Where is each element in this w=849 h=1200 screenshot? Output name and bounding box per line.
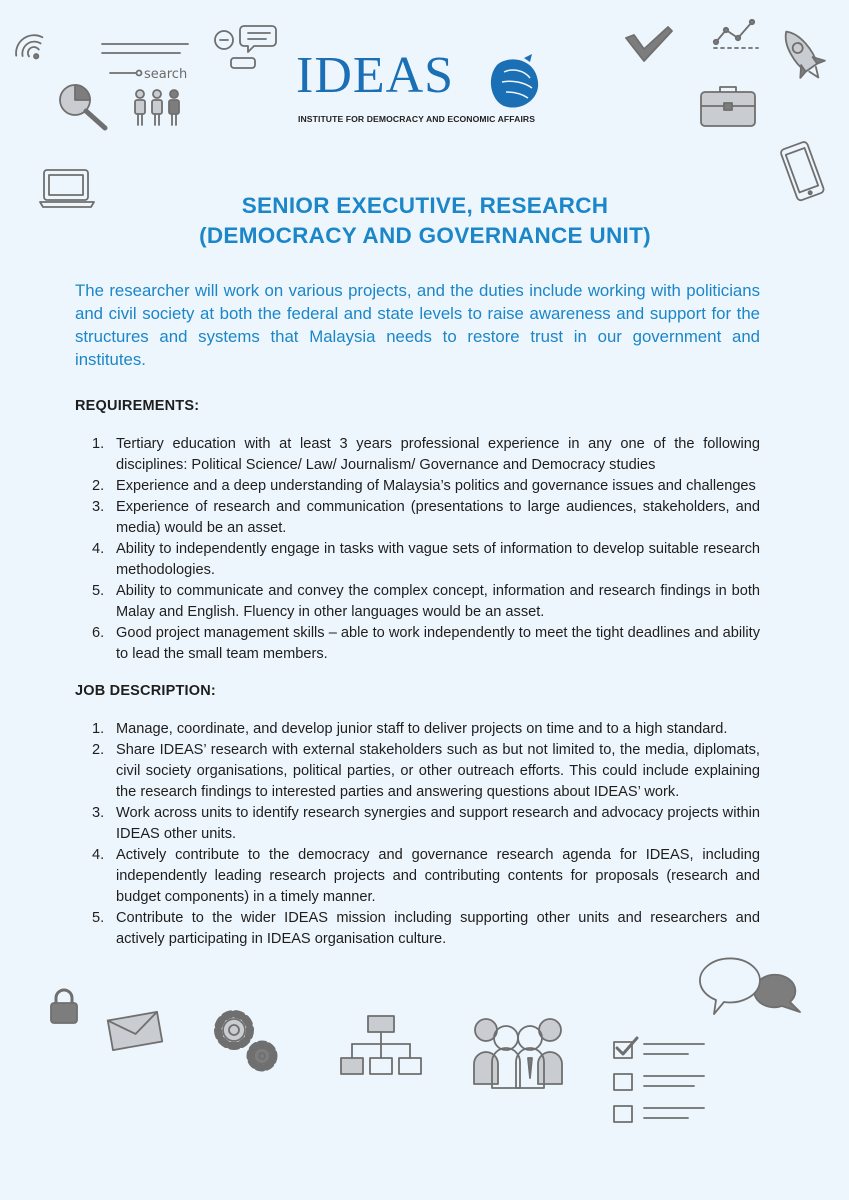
- logo-globe-icon: [484, 54, 542, 115]
- item-text: Contribute to the wider IDEAS mission including supporting other units and researchers and actively participating in IDEAS organisation culture.: [116, 910, 760, 947]
- trend-line-icon: [712, 18, 760, 50]
- item-text: Actively contribute to the democracy and governance research agenda for IDEAS, including independently leading research projects and contributing contents for proposals (research and budget components) in a timely manner.: [116, 847, 760, 905]
- chat-bubbles-icon: [212, 22, 278, 70]
- item-text: Ability to communicate and convey the complex concept, information and research findings in both Malay and English. Fluency in other languages would be an asset.: [116, 583, 760, 620]
- gears-icon: [202, 998, 284, 1078]
- requirements-list: [75, 434, 760, 665]
- requirements-heading: REQUIREMENTS:: [75, 398, 200, 414]
- list-item: [75, 908, 760, 950]
- item-number: 1.: [92, 721, 105, 737]
- checklist-icon: [608, 1030, 718, 1130]
- list-item: [75, 719, 760, 740]
- list-item: [75, 539, 760, 581]
- item-text: Experience and a deep understanding of Malaysia’s politics and governance issues and challenges: [116, 478, 756, 494]
- item-text: Share IDEAS’ research with external stakeholders such as but not limited to, the media, diplomats, civil society organisations, political parties, or other outreach efforts. This could include explaining the research findings to interested parties and answering questions about IDEAS’ work.: [116, 742, 760, 800]
- team-icon: [470, 1012, 566, 1092]
- search-text: search: [144, 67, 188, 82]
- item-number: 5.: [92, 583, 105, 599]
- item-number: 4.: [92, 847, 105, 863]
- lock-icon: [48, 988, 80, 1026]
- item-text: Tertiary education with at least 3 years professional experience in any one of the following disciplines: Political Science/ Law/ Journalism/ Governance and Democracy studies: [116, 436, 760, 473]
- list-item: [75, 845, 760, 908]
- checkmark-icon: [624, 24, 674, 64]
- page-title: [60, 191, 790, 251]
- list-item: [75, 476, 760, 497]
- job-description-heading: JOB DESCRIPTION:: [75, 683, 216, 699]
- title-line-1: SENIOR EXECUTIVE, RESEARCH: [241, 193, 609, 218]
- item-text: Work across units to identify research synergies and support research and advocacy projects within IDEAS other units.: [116, 805, 760, 842]
- intro-paragraph: The researcher will work on various projects, and the duties include working with politicians and civil society at both the federal and state levels to raise awareness and support for the structures and systems that Malaysia needs to restore trust in our government and institutes.: [75, 281, 760, 369]
- list-item: [75, 434, 760, 476]
- list-item: [75, 581, 760, 623]
- job-description-list: [75, 719, 760, 950]
- item-number: 3.: [92, 805, 105, 821]
- item-number: 6.: [92, 625, 105, 641]
- list-item: [75, 740, 760, 803]
- item-number: 3.: [92, 499, 105, 515]
- wifi-icon: [18, 30, 64, 70]
- item-text: Ability to independently engage in tasks with vague sets of information to develop suitable research methodologies.: [116, 541, 760, 578]
- list-item: [75, 623, 760, 665]
- item-text: Manage, coordinate, and develop junior staff to deliver projects on time and to a high standard.: [116, 721, 728, 737]
- briefcase-icon: [698, 84, 758, 130]
- ideas-logo: [296, 47, 546, 132]
- item-number: 2.: [92, 478, 105, 494]
- rocket-icon: [775, 24, 833, 90]
- item-number: 1.: [92, 436, 105, 452]
- item-number: 4.: [92, 541, 105, 557]
- logo-wordmark: IDEAS: [296, 47, 455, 104]
- envelope-icon: [106, 1012, 164, 1050]
- item-text: Good project management skills – able to work independently to meet the tight deadlines and ability to lead the small team members.: [116, 625, 760, 662]
- search-bar-doodle: [100, 40, 200, 90]
- people-icon: [130, 88, 185, 128]
- item-number: 5.: [92, 910, 105, 926]
- item-number: 2.: [92, 742, 105, 758]
- list-item: [75, 803, 760, 845]
- list-item: [75, 497, 760, 539]
- speech-bubbles-icon: [696, 956, 808, 1022]
- logo-subtitle: INSTITUTE FOR DEMOCRACY AND ECONOMIC AFFAIRS: [298, 114, 536, 124]
- org-chart-icon: [338, 1014, 424, 1080]
- magnifier-icon: [55, 80, 115, 135]
- title-line-2: (DEMOCRACY AND GOVERNANCE UNIT): [199, 223, 651, 248]
- item-text: Experience of research and communication (presentations to large audiences, stakeholders, and media) would be an asset.: [116, 499, 760, 536]
